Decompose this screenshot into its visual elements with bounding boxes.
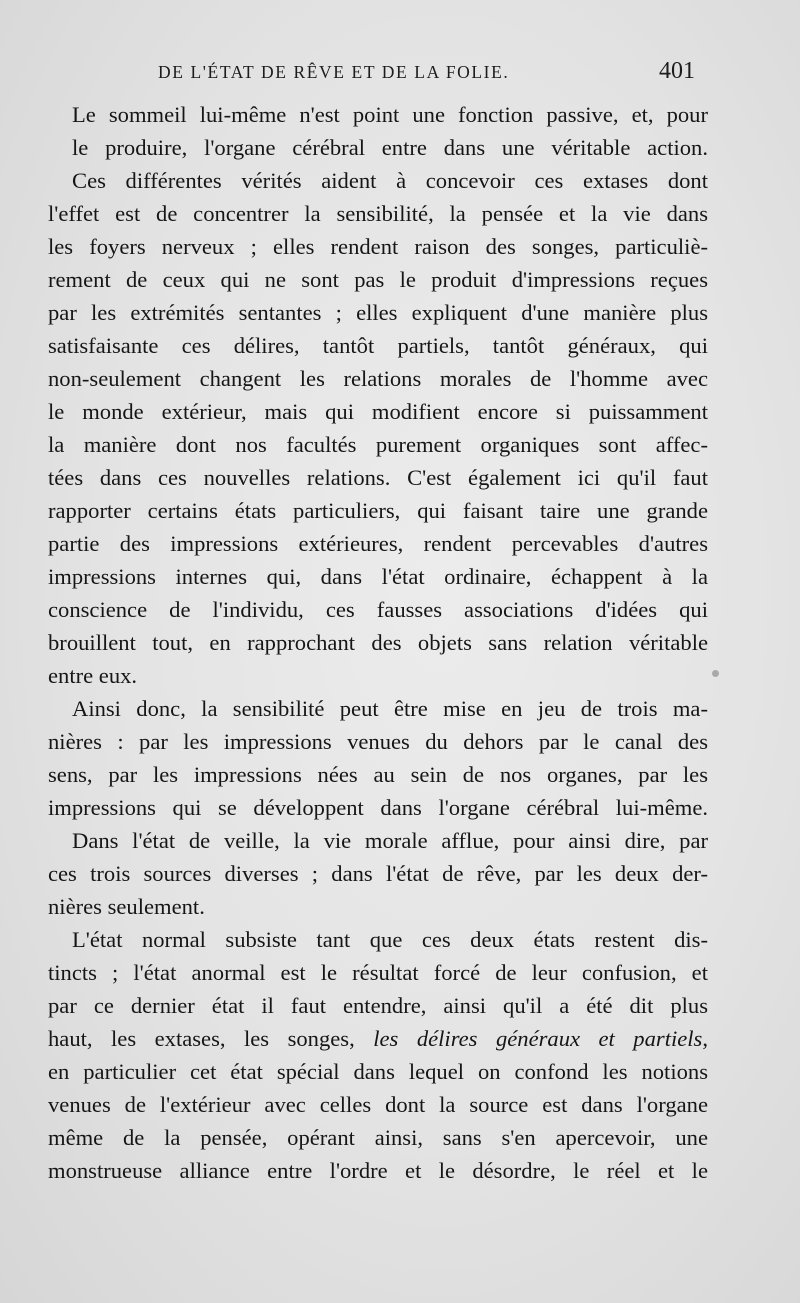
text-run: haut, les extases, les songes, (48, 1026, 374, 1051)
paragraph-3 (48, 692, 708, 824)
text-line: nières seulement. (48, 894, 205, 919)
text-line: sens, par les impressions nées au sein de nos organes, par les (48, 762, 708, 787)
text-line: partie des impressions extérieures, rendent percevables d'autres (48, 531, 708, 556)
text-line: monstrueuse alliance entre l'ordre et le désordre, le réel et le (48, 1158, 708, 1183)
text-line: Dans l'état de veille, la vie morale afflue, pour ainsi dire, par (72, 828, 708, 853)
text-line: L'état normal subsiste tant que ces deux états restent dis- (72, 927, 708, 952)
text-line: les foyers nerveux ; elles rendent raison des songes, particuliè- (48, 234, 708, 259)
text-line: le produire, l'organe cérébral entre dans une véritable action. (72, 135, 708, 160)
text-line: tincts ; l'état anormal est le résultat forcé de leur confusion, et (48, 960, 708, 985)
text-line: Ainsi donc, la sensibilité peut être mise en jeu de trois ma- (72, 696, 708, 721)
text-line: en particulier cet état spécial dans lequel on confond les notions (48, 1059, 708, 1084)
text-line: même de la pensée, opérant ainsi, sans s'en apercevoir, une (48, 1125, 708, 1150)
text-line: par ce dernier état il faut entendre, ainsi qu'il a été dit plus (48, 993, 708, 1018)
text-run: , (702, 1026, 708, 1051)
text-line: venues de l'extérieur avec celles dont la source est dans l'organe (48, 1092, 708, 1117)
paragraph-1 (48, 98, 708, 164)
text-line: rapporter certains états particuliers, qui faisant taire une grande (48, 498, 708, 523)
text-line: rement de ceux qui ne sont pas le produit d'impressions reçues (48, 267, 708, 292)
text-line: satisfaisante ces délires, tantôt partiels, tantôt généraux, qui (48, 333, 708, 358)
page-header (0, 58, 800, 92)
text-line: le monde extérieur, mais qui modifient encore si puissamment (48, 399, 708, 424)
running-title: DE L'ÉTAT DE RÊVE ET DE LA FOLIE. (158, 62, 510, 82)
text-line: brouillent tout, en rapprochant des objets sans relation véritable (48, 630, 708, 655)
text-line: impressions internes qui, dans l'état ordinaire, échappent à la (48, 564, 708, 589)
text-line: impressions qui se développent dans l'organe cérébral lui-même. (48, 795, 708, 820)
text-line: Ces différentes vérités aident à concevoir ces extases dont (72, 168, 708, 193)
paragraph-4 (48, 824, 708, 923)
text-line: conscience de l'individu, ces fausses associations d'idées qui (48, 597, 708, 622)
paper-speck (712, 670, 719, 677)
italic-phrase: les délires généraux et partiels (373, 1026, 703, 1051)
paragraph-2 (48, 164, 708, 692)
text-line: ces trois sources diverses ; dans l'état de rêve, par les deux der- (48, 861, 708, 886)
text-line-with-italic (48, 1022, 708, 1055)
text-line: l'effet est de concentrer la sensibilité, la pensée et la vie dans (48, 201, 708, 226)
text-line: tées dans ces nouvelles relations. C'est également ici qu'il faut (48, 465, 708, 490)
body-text (48, 98, 708, 1187)
page-number: 401 (659, 58, 695, 84)
text-line: Le sommeil lui-même n'est point une fonction passive, et, pour (72, 102, 708, 127)
paragraph-5 (48, 923, 708, 1187)
text-line: la manière dont nos facultés purement organiques sont affec- (48, 432, 708, 457)
text-line: par les extrémités sentantes ; elles expliquent d'une manière plus (48, 300, 708, 325)
text-line: entre eux. (48, 663, 138, 688)
text-line: non-seulement changent les relations morales de l'homme avec (48, 366, 708, 391)
text-line: nières : par les impressions venues du dehors par le canal des (48, 729, 708, 754)
